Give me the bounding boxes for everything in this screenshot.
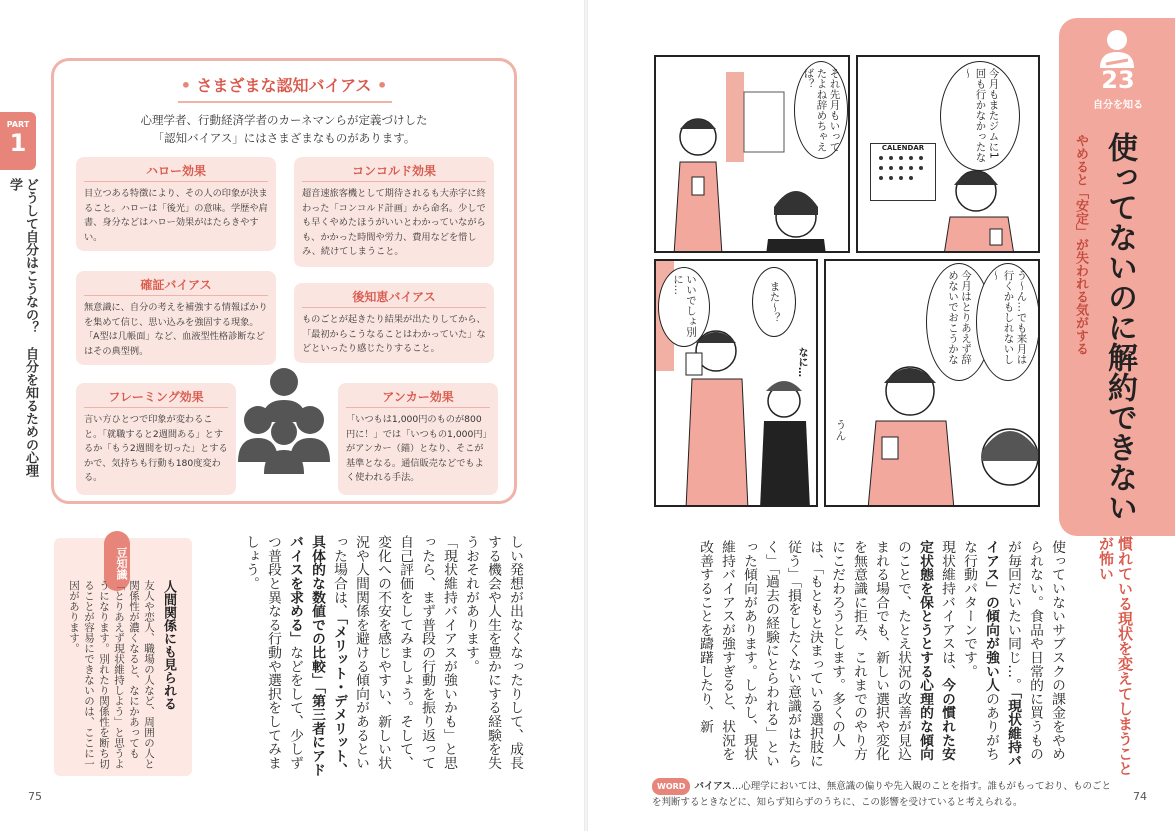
card-title: 後知恵バイアス (302, 288, 486, 308)
calendar-label: CALENDAR (881, 144, 925, 152)
speech-bubble: いいでしょ別に… (658, 267, 710, 347)
body-part: 「現状維持バイアスが強いかも」と思ったら、まず普段の行動を振り返って自己評価をしてみましょう。そして、変化への不安を感じやすい、新しい状況や人間関係を避ける傾向があるといった場合は、 (331, 535, 457, 770)
box-title-text: さまざまな認知バイアス (196, 76, 372, 95)
part-label: PART (6, 120, 30, 129)
right-body-text (650, 540, 1068, 768)
card-anchor (338, 383, 498, 495)
card-halo (76, 157, 276, 251)
speech-bubble: う～ん…でも来月は行くかもしれないし～ (976, 263, 1040, 381)
body-part: のことで、たとえ状況の改善が見込まれる場合でも、新しい選択や変化を無意識に拒み、これまでのやり方にこだわろうとします。多くの人は、「もともと決まっている選択肢に従う」「損をしたくない意識がはたらく」「過去の経験にとらわれる」といった傾向があります。しかし、現状維持バイアスが強すぎると、状況を改善することを躊躇したり、新 (697, 540, 911, 768)
manga-panel-1 (654, 55, 850, 253)
speech-bubble: また～？ (752, 267, 796, 337)
speech-bubble: 今月もまたジムに1回も行かなかったな～ (940, 61, 1020, 171)
chapter-title: どうして自分はこうなの？ 自分を知るための心理学 (7, 178, 38, 477)
card-title: 確証バイアス (84, 276, 268, 296)
body-part-bold: 「メリット・デメリット、具体的な数値での比較」「第三者にアドバイスを求める」 (287, 535, 347, 777)
body-part: などをして、少しずつ普段と異なる行動や選択をしてみましょう。 (243, 535, 303, 770)
manga-panel-2 (856, 55, 1040, 253)
section-heading: 慣れている現状を変えてしまうことが怖い (1097, 536, 1134, 776)
card-body: 目立つある特徴により、その人の印象が決まること。ハローは「後光」の意味。学歴や肩書、身分などはハロー効果がはたらきやすい。 (84, 188, 268, 243)
left-page (0, 0, 584, 831)
card-concorde (294, 157, 494, 267)
body-part-bold: 今の慣れた安定状態を保とうとする心理的な傾向 (917, 540, 955, 761)
body-part: のありがちな行動パターンです。 (961, 540, 999, 761)
box-intro (54, 111, 514, 147)
intro-line-1: 心理学者、行動経済学者のカーネマンらが定義づけした (140, 113, 428, 127)
sound-effect: なに… (796, 347, 807, 377)
title-underline (178, 101, 392, 103)
speech-bubble: 今月はとりあえず辞めないでおこうかな (926, 263, 992, 381)
card-body: ものごとが起きたり結果が出たりしてから、「最初からこうなることはわかっていた」などといったり感じたりすること。 (302, 314, 486, 354)
mame-badge: 豆知識 (104, 531, 130, 591)
card-body: 「いつもは1,000円のものが800円に！」では「いつもの1,000円」がアンカー（錨）となり、そこが基準となる。通信販売などでもよく使われる手法。 (346, 414, 488, 483)
page-number-left: 75 (28, 790, 42, 803)
left-body-text (206, 535, 526, 780)
manga-panel-4 (824, 259, 1040, 507)
mame-title: 人間関係にも見られる (161, 580, 176, 710)
body-part-bold: 「現状維持バイアス」の傾向が強い人 (983, 540, 1021, 768)
sound-effect: うん (834, 419, 847, 441)
section-number-label: 自分を知る (1093, 100, 1143, 111)
card-body: 言い方ひとつで印象が変わること。「就職すると2週間ある」とするか「もう2週間を切った」とするかで、気持ちも行動も180度変わる。 (84, 414, 228, 483)
people-group-icon (238, 362, 330, 480)
card-hindsight (294, 283, 494, 363)
subtitle: やめると「安定」が失われる気がする (1073, 134, 1088, 355)
card-confirmation (76, 271, 276, 365)
speech-bubble: それ先月もいってたよね辞めちゃえば？ (794, 61, 848, 159)
card-title: ハロー効果 (84, 162, 268, 182)
mame-body: 友人や恋人、職場の人など、周囲の人と関係性が濃くなると、なにかあっても「とりあえず現状維持しよう」と思うようになります。別れたり関係性を断ち切ることが容易にできないのは、ここに一因があります。 (68, 580, 155, 769)
body-part: 現状維持バイアスは、 (939, 540, 955, 678)
card-body: 超音速旅客機として期待されるも大赤字に終わった「コンコルド計画」から命名。少しでも早くやめたほうがいいとわかっていながらも、かかった時間や労力、費用などを惜しみ、続けてしまうこと。 (302, 188, 486, 257)
section-number: 23 (1101, 66, 1135, 94)
body-part: しい発想が出なくなったりして、成長する機会や人生を豊かにする経験を失うおそれがあります。 (463, 535, 523, 770)
card-title: コンコルド効果 (302, 162, 486, 182)
page-number-right: 74 (1133, 790, 1147, 803)
card-body: 無意識に、自分の考えを補強する情報ばかりを集めて信じ、思い込みを強固する現象。「A型は几帳面」など、血液型性格診断などはその典型例。 (84, 302, 268, 357)
title-dot-left: • (180, 76, 191, 95)
card-title: アンカー効果 (346, 388, 490, 408)
part-tab (0, 112, 36, 170)
card-title: フレーミング効果 (84, 388, 228, 408)
word-term: バイアス (694, 781, 732, 792)
part-number: 1 (9, 129, 27, 157)
title-dot-right: • (377, 76, 388, 95)
body-part: 使っていないサブスクの課金をやめられない。食品や日常的に買うものが毎回だいたい同じ…。 (1005, 540, 1065, 761)
main-title: 使ってないのに解約できない (1102, 132, 1137, 522)
box-title (54, 73, 514, 96)
word-tag: WORD (652, 778, 690, 795)
card-framing (76, 383, 236, 495)
word-definition-text: …心理学においては、無意識の偏りや先入観のことを指す。誰もがもっており、ものごとを判断するときなどに、知らず知らずのうちに、この影響を受けていると考えられる。 (652, 781, 1112, 808)
word-definition (652, 778, 1118, 810)
intro-line-2: 「認知バイアス」にはさまざまなものがあります。 (152, 131, 416, 145)
manga-comic (654, 55, 1040, 507)
manga-panel-3 (654, 259, 818, 507)
